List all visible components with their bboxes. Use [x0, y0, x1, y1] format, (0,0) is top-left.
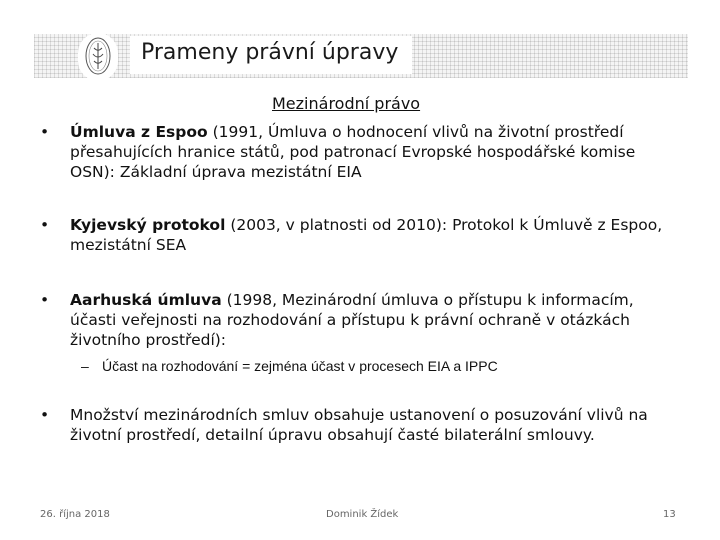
footer-date: 26. října 2018 [40, 509, 110, 520]
bullet-bold-title: Úmluva z Espoo [70, 123, 208, 141]
bullet-kyjev [40, 215, 670, 255]
bullet-text: (2003, v platnosti od 2010): Protokol k Úmluvě z Espoo, mezistátní SEA [70, 216, 663, 254]
bullet-text: Množství mezinárodních smluv obsahuje ustanovení o posuzování vlivů na životní prostředí, detailní úpravu obsahují časté bilaterální smlouvy. [70, 406, 648, 444]
footer-author: Dominik Žídek [326, 509, 399, 520]
sub-bullet-ucast [81, 357, 498, 375]
university-seal-icon [84, 36, 112, 76]
section-heading: Mezinárodní právo [272, 94, 421, 113]
sub-bullet-text: Účast na rozhodování = zejména účast v procesech EIA a IPPC [102, 358, 498, 374]
slide-title: Prameny právní úpravy [141, 40, 399, 65]
bullet-aarhus [40, 290, 670, 350]
bullet-bold-title: Kyjevský protokol [70, 216, 226, 234]
bullet-espoo [40, 122, 670, 182]
bullet-bold-title: Aarhuská úmluva [70, 291, 222, 309]
sub-bullet-marker: – [81, 358, 89, 374]
bullet-marker: • [40, 291, 50, 309]
bullet-marker: • [40, 216, 50, 234]
bullet-treaties [40, 405, 670, 445]
footer-page-number: 13 [663, 509, 676, 520]
bullet-text: (1991, Úmluva o hodnocení vlivů na životní prostředí přesahujících hranice států, pod patronací Evropské hospodářské komise OSN): Základní úprava mezistátní EIA [70, 123, 636, 181]
bullet-marker: • [40, 123, 50, 141]
bullet-text: (1998, Mezinárodní úmluva o přístupu k informacím, účasti veřejnosti na rozhodování a přístupu k právní ochraně v otázkách životního prostředí): [70, 291, 634, 349]
bullet-marker: • [40, 406, 50, 424]
